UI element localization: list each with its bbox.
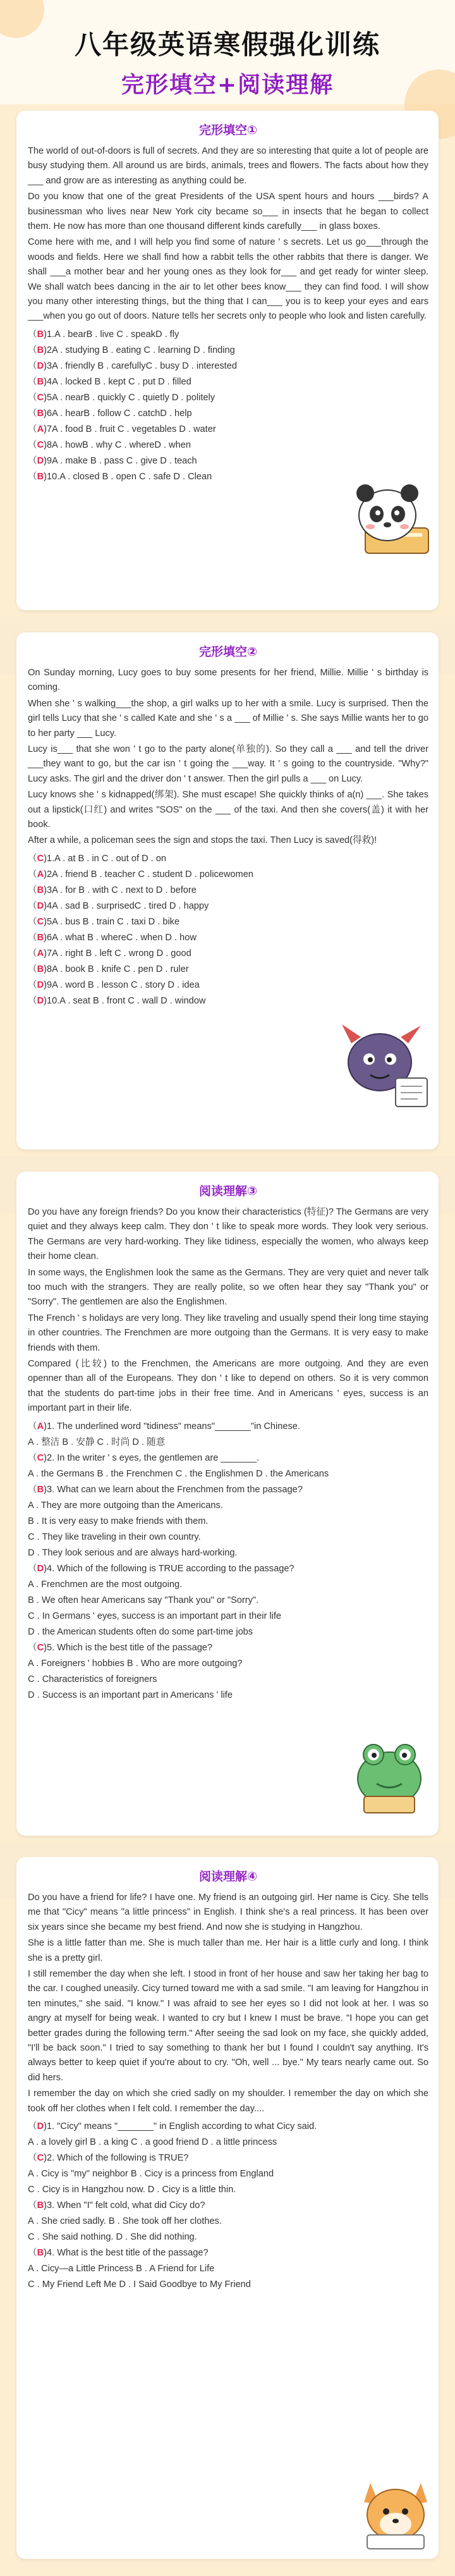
paragraph: In some ways, the Englishmen look the same as the Germans. They are very quiet and never talk too much with the strangers. They are really polite, so we often hear they say "Thank you" or "Sorry". The gentlemen are also the Englishmen. [28, 1267, 428, 1308]
section-title: 完形填空① [198, 123, 258, 137]
answer: D [37, 1563, 44, 1574]
choice-line: A . the Germans B . the Frenchmen C . the Englishmen D . the Americans [28, 1468, 329, 1479]
option-text: )3A . for B . with C . next to D . before [44, 885, 197, 895]
choice-line: A . a lovely girl B . a king C . a good friend D . a little princess [28, 2137, 277, 2148]
section-reading-3 [16, 1172, 439, 1836]
option-text: )9A . make B . pass C . give D . teach [44, 455, 197, 466]
page-subtitle: 完形填空+阅读理解 [121, 72, 334, 98]
options-list [28, 851, 428, 1009]
answer: D [37, 979, 44, 990]
answer: C [37, 2153, 44, 2164]
question-line: （D)1. "Cicy" means "_______" in English according to what Cicy said. [28, 2121, 317, 2132]
option-line: （D)3A . friendly B . carefullyC . busy D . interested [28, 360, 237, 371]
answer: C [37, 439, 44, 450]
question-line: （A)1. The underlined word "tidiness" means"_______"in Chinese. [28, 1421, 300, 1432]
section-title: 完形填空② [198, 645, 258, 659]
option-line: （B)6A . what B . whereC . when D . how [28, 932, 197, 943]
choice-line: A . 整洁 B . 安静 C . 时尚 D . 随意 [28, 1437, 166, 1447]
option-line: （C)5A . nearB . quickly C . quietly D . politely [28, 392, 215, 403]
choice-line: A . They are more outgoing than the Americans. [28, 1500, 223, 1511]
option-line: （A)7A . food B . fruit C . vegetables D . water [28, 424, 216, 434]
page-title: 八年级英语寒假强化训练 [74, 29, 380, 60]
choice-line: C . She said nothing. D . She did nothing. [28, 2232, 197, 2243]
option-line: （D)9A . word B . lesson C . story D . idea [28, 979, 200, 990]
answer: B [37, 2248, 44, 2259]
choice-line: C . They like traveling in their own country. [28, 1531, 201, 1542]
frog-mascot-icon [345, 1728, 434, 1817]
answer: B [37, 471, 44, 482]
question-text: )4. What is the best title of the passage? [44, 2248, 209, 2259]
option-text: )7A . food B . fruit C . vegetables D . water [44, 424, 216, 434]
answer: B [37, 964, 44, 974]
option-line: （D)10.A . seat B . front C . wall D . window [28, 995, 206, 1006]
question-text: )5. Which is the best title of the passage? [44, 1642, 213, 1653]
paragraph: She is a little fatter than me. She is much taller than me. Her hair is a little curly and long. I think she is a pretty girl. [28, 1938, 428, 1963]
choice-line: D . the American students often do some part-time jobs [28, 1626, 253, 1637]
section-title: 阅读理解④ [198, 1870, 258, 1884]
question-text: )1. "Cicy" means "_______" in English according to what Cicy said. [44, 2121, 317, 2132]
options-list [28, 327, 428, 485]
answer: D [37, 455, 44, 466]
paragraph: Do you have any foreign friends? Do you know their characteristics (特征)? The Germans are very quiet and they always keep calm. They don ' t like to speak more words. They look very serious. The Germans are very hard-working. They like tidiness, especially the women, who always keep their home clean. [28, 1207, 428, 1262]
answer: D [37, 360, 44, 371]
option-text: )3A . friendly B . carefullyC . busy D . interested [44, 360, 237, 371]
option-text: )5A . nearB . quickly C . quietly D . politely [44, 392, 215, 403]
answer: A [37, 424, 44, 434]
choice-line: D . Success is an important part in Americans ' life [28, 1690, 233, 1700]
paragraph: Lucy is___ that she won ' t go to the party alone(单独的). So they call a ___ and tell the driver ___they want to go, but the car isn ' t going the ___way. It ' s going to the countryside. "Why?" Lucy asks. The girl and the driver don ' t answer. Then the girl pulls a ___ on Lucy. [28, 744, 428, 784]
choice-line: C . Characteristics of foreigners [28, 1674, 157, 1684]
answer: C [37, 1452, 44, 1463]
paragraph: The French ' s holidays are very long. They like traveling and usually spend their long time staying in other countries. The Frenchmen are more outgoing than the Germans. It is very easy to make friends with them. [28, 1313, 428, 1353]
option-text: )10.A . seat B . front C . wall D . window [44, 995, 206, 1006]
question-line: （C)2. In the writer ' s eyes, the gentlemen are _______. [28, 1452, 260, 1463]
passage [28, 144, 428, 324]
option-text: )8A . book B . knife C . pen D . ruler [44, 964, 189, 974]
option-line: （D)4A . sad B . surprisedC . tired D . happy [28, 900, 209, 911]
choice-line: A . Frenchmen are the most outgoing. [28, 1579, 183, 1590]
section-cloze-1 [16, 111, 439, 610]
answer: B [37, 345, 44, 355]
option-line: （B)1.A . bearB . live C . speakD . fly [28, 329, 179, 340]
choice-line: C . Cicy is in Hangzhou now. D . Cicy is a little thin. [28, 2185, 236, 2195]
question-line: （B)3. When "I" felt cold, what did Cicy do? [28, 2200, 205, 2211]
header [0, 0, 455, 104]
option-line: （C)8A . howB . why C . whereD . when [28, 439, 191, 450]
choice-line: A . Cicy is "my" neighbor B . Cicy is a princess from England [28, 2169, 274, 2180]
question-line: （B)3. What can we learn about the Frenchmen from the passage? [28, 1484, 303, 1495]
answer: C [37, 1642, 44, 1653]
answer: B [37, 1484, 44, 1495]
paragraph: I remember the day on which she cried sadly on my shoulder. I remember the day on which she took off her clothes when I felt cold. I remember the day.... [28, 2088, 428, 2114]
option-line: （B)4A . locked B . kept C . put D . filled [28, 376, 191, 387]
answer: D [37, 995, 44, 1006]
paragraph: Come here with me, and I will help you find some of nature ' s secrets. Let us go___through the woods and fields. Here we shall find how a rabbit tells the other rabbits that there is danger. We shall ___a mother bear and her young ones as they look for___ and get ready for winter sleep. We shall watch bees dancing in the air to let other bees know___ they can find food. I will show you many other interesting things, but the thing that I can___ you is to keep your eyes and ears ___when you go out of doors. Nature tells her secrets only to people who look and listen carefully. [28, 237, 428, 322]
answer: C [37, 916, 44, 927]
answer: A [37, 1421, 44, 1432]
paragraph: Compared (比较) to the Frenchmen, the Americans are more outgoing. And they are even openner than all of the Europeans. They don ' t like to depend on others. So it is very common that the students do part-time jobs in their free time. And in Americans ' eyes, success is an important part in their life. [28, 1359, 428, 1414]
paragraph: Do you have a friend for life? I have one. My friend is an outgoing girl. Her name is Cicy. She tells me that "Cicy" means "a little princess" in English. I think she's a real princess. It has been over six years since she became my best friend. And now she is studying in Hangzhou. [28, 1892, 428, 1932]
section-reading-4 [16, 1857, 439, 2559]
answer: D [37, 2121, 44, 2132]
answer: B [37, 932, 44, 943]
panda-mascot-icon [340, 465, 435, 560]
paragraph: When she ' s walking___the shop, a girl walks up to her with a smile. Lucy is surprised. Then the girl tells Lucy that she ' s called Kate and she ' s a ___ of Millie ' s. She says Millie wants her to go to her party ___ Lucy. [28, 698, 428, 739]
choice-line: A . Cicy—a Little Princess B . A Friend for Life [28, 2264, 215, 2274]
question-text: )2. Which of the following is TRUE? [44, 2153, 189, 2164]
question-text: )4. Which of the following is TRUE according to the passage? [44, 1563, 294, 1574]
passage [28, 666, 428, 849]
answer: B [37, 408, 44, 419]
option-text: )2A . studying B . eating C . learning D . finding [44, 345, 235, 355]
choice-line: A . She cried sadly. B . She took off her clothes. [28, 2216, 222, 2227]
option-line: （B)6A . hearB . follow C . catchD . help [28, 408, 192, 419]
paragraph: On Sunday morning, Lucy goes to buy some presents for her friend, Millie. Millie ' s birthday is coming. [28, 668, 428, 693]
option-line: （C)1.A . at B . in C . out of D . on [28, 853, 167, 864]
option-line: （A)2A . friend B . teacher C . student D . policewomen [28, 869, 253, 880]
option-text: )5A . bus B . train C . taxi D . bike [44, 916, 180, 927]
option-line: （C)5A . bus B . train C . taxi D . bike [28, 916, 180, 927]
answer: B [37, 329, 44, 340]
option-text: )4A . sad B . surprisedC . tired D . happy [44, 900, 209, 911]
option-line: （A)7A . right B . left C . wrong D . good [28, 948, 191, 959]
choice-line: B . It is very easy to make friends with them. [28, 1516, 209, 1526]
paragraph: I still remember the day when she left. I stood in front of her house and saw her taking her bag to the car. I coughed uneasily. Cicy turned toward me with a sad smile. "I am leaving for Hangzhou in ten minutes," she said. "I know." I was afraid to see her eyes so I did not look at her. I was so angry at myself for being weak. I wanted to cry but I knew I must be brave. "I hope you can get better grades during the following term." After seeing the sad look on my face, she quickly added, "I'll be back soon." I tried to say something to thank her but I found I couldn't say anything. It's always better to keep quiet if you're about to cry. "Oh, well ... bye." My tears nearly came out. So did hers. [28, 1969, 428, 2083]
question-list [28, 1419, 428, 1703]
answer: A [37, 869, 44, 880]
question-text: )3. When "I" felt cold, what did Cicy do? [44, 2200, 205, 2211]
option-text: )6A . hearB . follow C . catchD . help [44, 408, 192, 419]
paragraph: Do you know that one of the great Presidents of the USA spent hours and hours ___birds? A businessman who lives near New York city became so___ in insects that he began to collect them. He now has more than one thousand different kinds carefully___ in glass boxes. [28, 192, 428, 232]
option-line: （B)2A . studying B . eating C . learning D . finding [28, 345, 235, 355]
section-cloze-2 [16, 632, 439, 1150]
option-text: )1.A . bearB . live C . speakD . fly [44, 329, 179, 340]
passage [28, 1891, 428, 2116]
answer: C [37, 853, 44, 864]
choice-line: D . They look serious and are always hard-working. [28, 1547, 238, 1558]
option-text: )8A . howB . why C . whereD . when [44, 439, 191, 450]
choice-line: A . Foreigners ' hobbies B . Who are more outgoing? [28, 1658, 243, 1669]
option-line: （B)3A . for B . with C . next to D . before [28, 885, 197, 895]
paragraph: The world of out-of-doors is full of secrets. And they are so interesting that quite a lot of people are busy studying them. All around us are birds, animals, trees and flowers. The facts about how they ___ and grow are as interesting as anything could be. [28, 146, 428, 186]
option-text: )10.A . closed B . open C . safe D . Clean [44, 471, 212, 482]
question-line: （C)2. Which of the following is TRUE? [28, 2153, 189, 2164]
answer: C [37, 392, 44, 403]
answer: B [37, 2200, 44, 2211]
option-line: （B)10.A . closed B . open C . safe D . Clean [28, 471, 212, 482]
answer: A [37, 948, 44, 959]
option-line: （D)9A . make B . pass C . give D . teach [28, 455, 197, 466]
option-text: )9A . word B . lesson C . story D . idea [44, 979, 200, 990]
section-title: 阅读理解③ [198, 1184, 258, 1198]
question-text: )3. What can we learn about the Frenchmen from the passage? [44, 1484, 303, 1495]
question-text: )2. In the writer ' s eyes, the gentlemen are _______. [44, 1452, 260, 1463]
paragraph: After a while, a policeman sees the sign and stops the taxi. Then Lucy is saved(得救)! [28, 835, 377, 846]
paragraph: Lucy knows she ' s kidnapped(绑架). She must escape! She quickly thinks of a(n) ___. She takes out a lipstick(口红) and writes "SOS" on the ___ of the taxi. And then she covers(盖) it with her book. [28, 790, 428, 830]
question-text: )1. The underlined word "tidiness" means"_______"in Chinese. [44, 1421, 300, 1432]
question-line: （C)5. Which is the best title of the passage? [28, 1642, 213, 1653]
option-text: )1.A . at B . in C . out of D . on [44, 853, 167, 864]
option-text: )4A . locked B . kept C . put D . filled [44, 376, 191, 387]
option-text: )6A . what B . whereC . when D . how [44, 932, 197, 943]
question-line: （B)4. What is the best title of the passage? [28, 2248, 209, 2259]
choice-line: C . My Friend Left Me D . I Said Goodbye to My Friend [28, 2279, 251, 2290]
option-text: )7A . right B . left C . wrong D . good [44, 948, 191, 959]
choice-line: B . We often hear Americans say "Thank you" or "Sorry". [28, 1595, 259, 1605]
question-line: （D)4. Which of the following is TRUE according to the passage? [28, 1563, 294, 1574]
option-text: )2A . friend B . teacher C . student D . policewomen [44, 869, 253, 880]
choice-line: C . In Germans ' eyes, success is an important part in their life [28, 1610, 282, 1621]
passage [28, 1205, 428, 1416]
fox-mascot-icon [355, 2464, 437, 2553]
answer: B [37, 376, 44, 387]
dragon-mascot-icon [332, 1018, 434, 1113]
answer: D [37, 900, 44, 911]
answer: B [37, 885, 44, 895]
option-line: （B)8A . book B . knife C . pen D . ruler [28, 964, 189, 974]
question-list [28, 2119, 428, 2293]
